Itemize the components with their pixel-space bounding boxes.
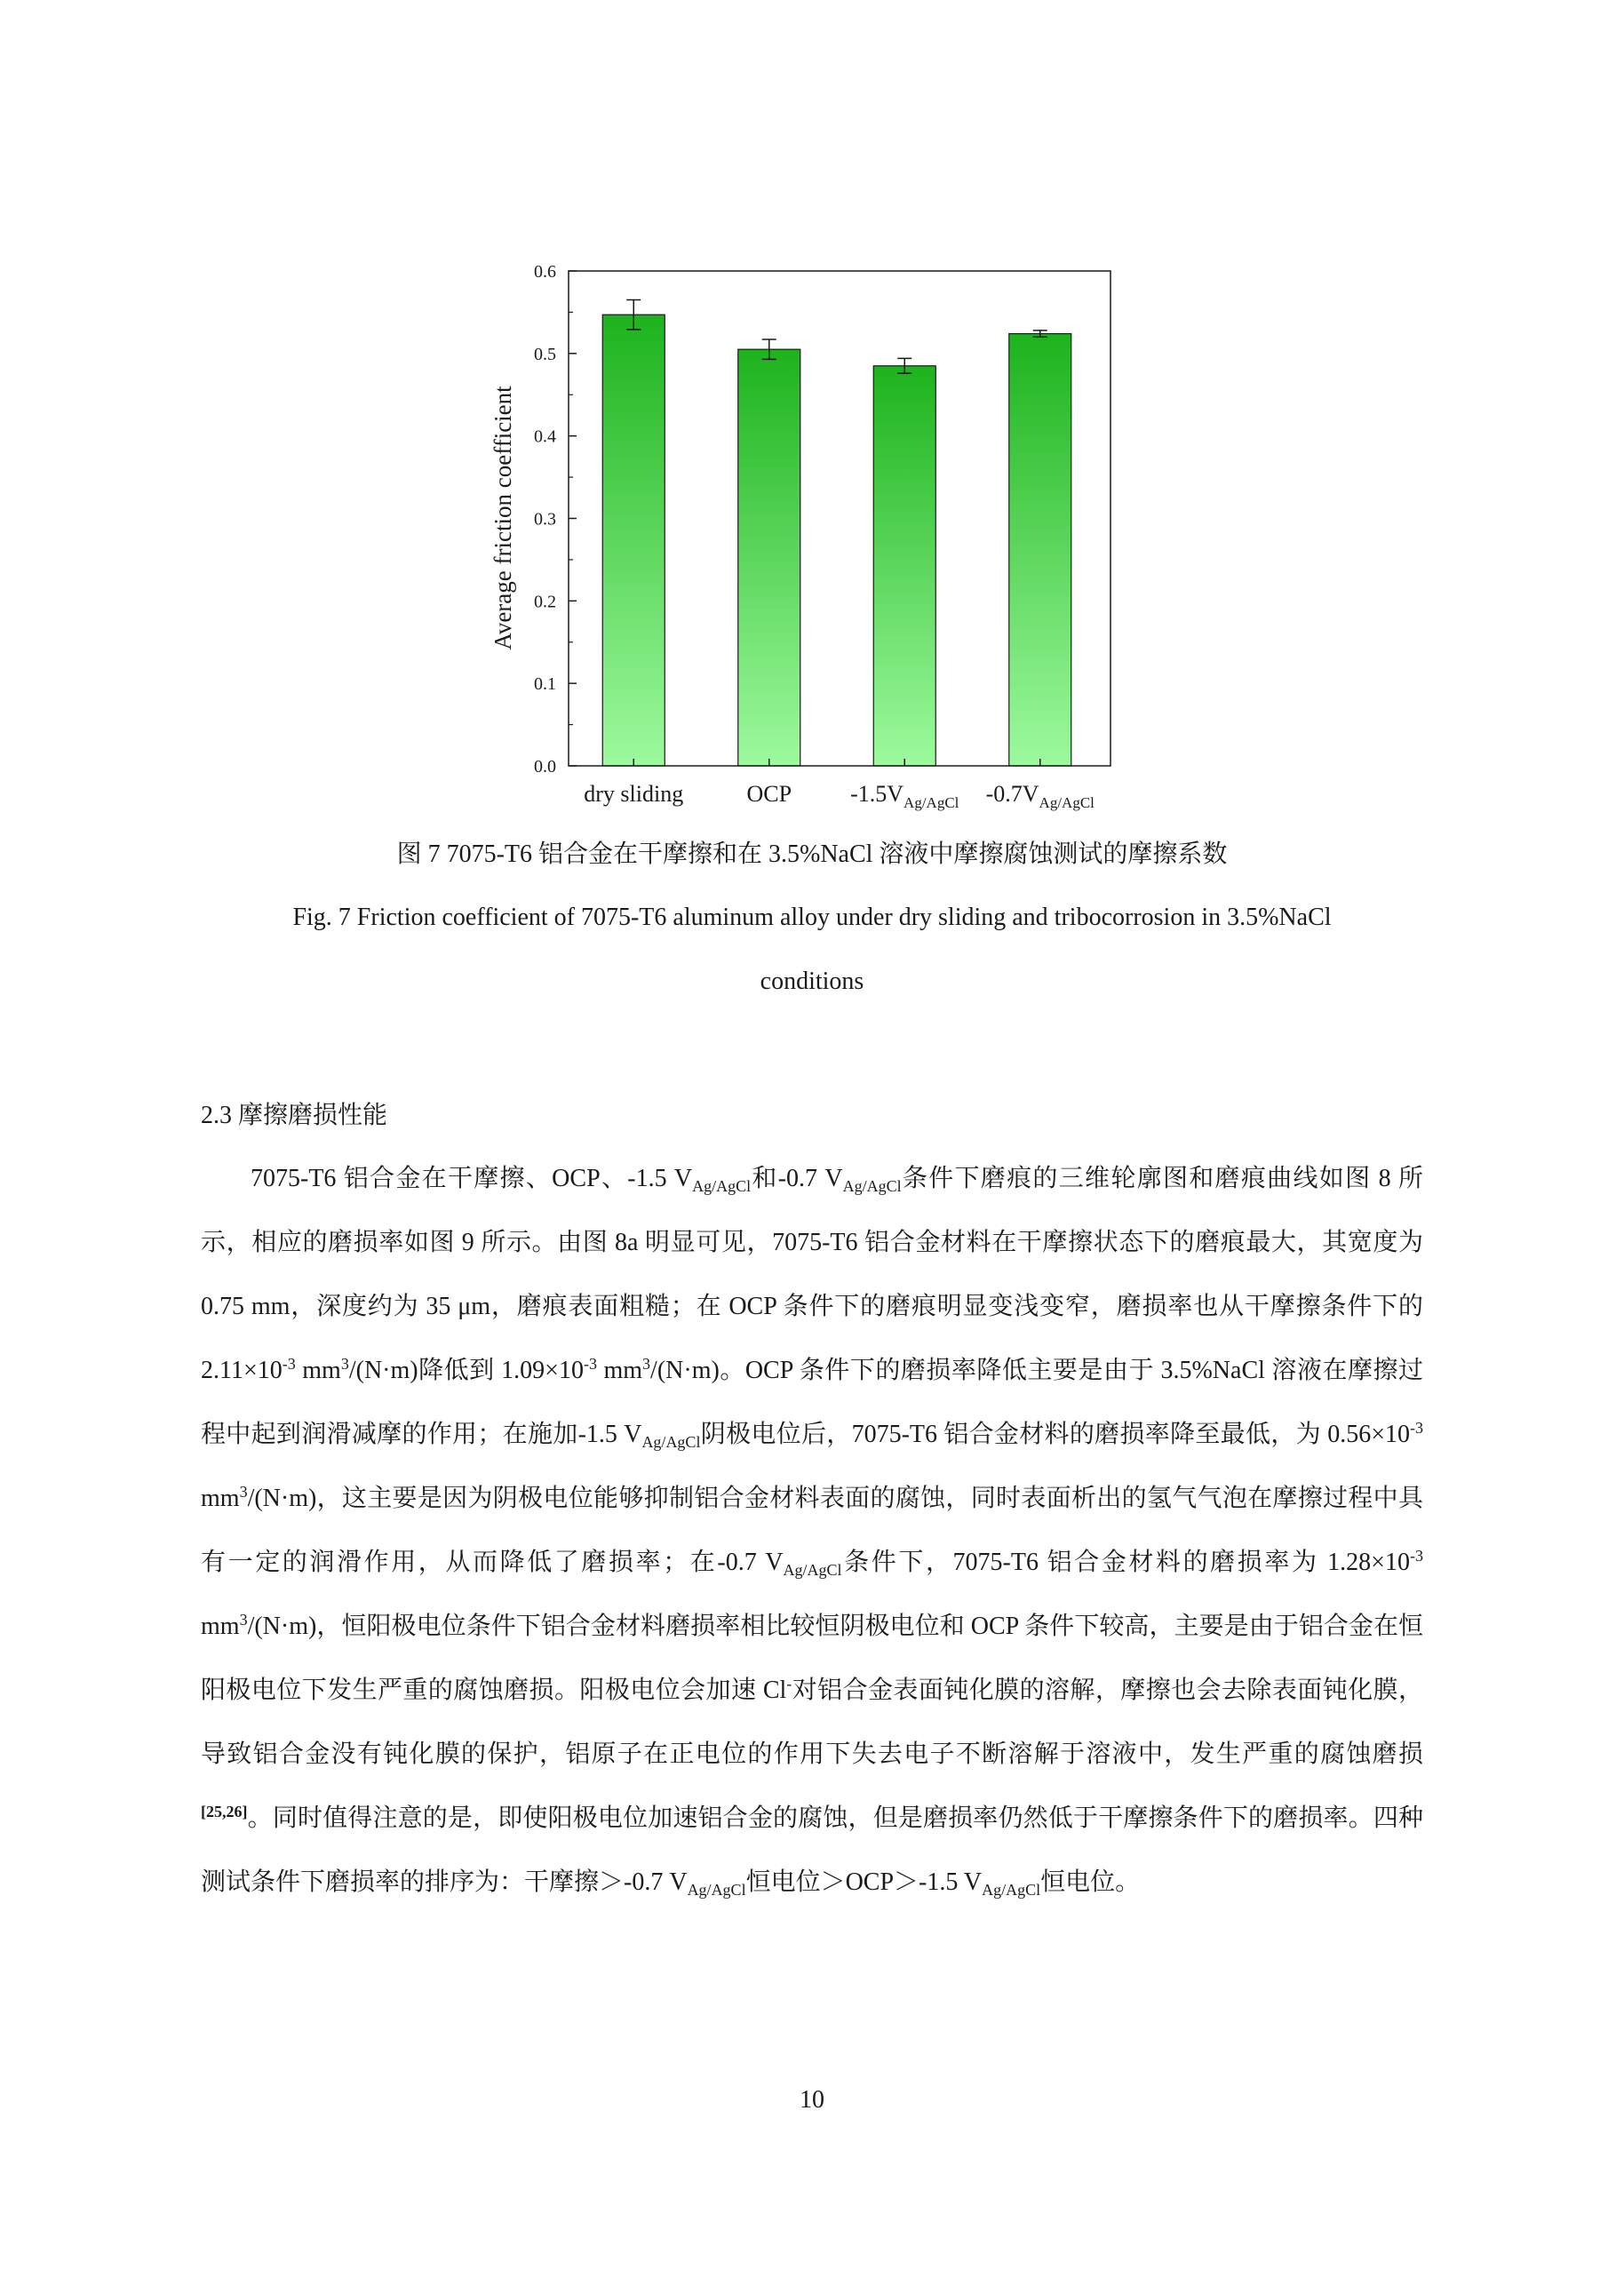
y-tick-label-4: 0.4 [534, 426, 556, 447]
figure-caption-en-line2: conditions [760, 968, 864, 995]
y-tick-label-1: 0.1 [534, 674, 556, 695]
figure-caption-en-line1: Fig. 7 Friction coefficient of 7075-T6 aluminum alloy under dry sliding and tribocorrosion in 3.5%NaCl [292, 904, 1332, 931]
x-tick-label-3: $-0.7V_{Ag/AgCl}$ [985, 781, 1095, 811]
y-tick-label-2: 0.2 [534, 592, 556, 612]
x-tick-label-2: $-1.5V_{Ag/AgCl}$ [850, 781, 959, 811]
bar-3 [1009, 334, 1071, 766]
body-paragraph: 7075-T6 铝合金在干摩擦、OCP、-1.5 $V_{Ag/AgCl}$和-0.7 $V_{Ag/AgCl}$条件下磨痕的三维轮廓图和磨痕曲线如图 8 所示，相应的磨损率如图 9 所示。由图 8a 明显可见，7075-T6 铝合金材料在干摩擦状态下的磨痕最大，其宽度为 0.75 mm，深度约为 35 μm，磨痕表面粗糙；在 OCP 条件下的磨痕明显变浅变窄，磨损率也从干摩擦条件下的 $2.11\times 10^{-3}$ $mm^3/(N\cdot m)$降低到 $1.09\times 10^{-3}$ $mm^3/(N\cdot m)$。OCP 条件下的磨损率降低主要是由于 3.5%NaCl 溶液在摩擦过程中起到润滑减摩的作用；在施加-1.5 $V_{Ag/AgCl}$阴极电位后，7075-T6 铝合金材料的磨损率降至最低，为 $0.56\times 10^{-3}$ $mm^3/(N\cdot m)$，这主要是因为阴极电位能够抑制铝合金材料表面的腐蚀，同时表面析出的氢气气泡在摩擦过程中具有一定的润滑作用，从而降低了磨损率；在-0.7 $V_{Ag/AgCl}$条件下，7075-T6 铝合金材料的磨损率为 $1.28\times 10^{-3}$ $mm^3/(N\cdot m)$，恒阳极电位条件下铝合金材料磨损率相比较恒阴极电位和 OCP 条件下较高，主要是由于铝合金在恒阳极电位下发生严重的腐蚀磨损。阳极电位会加速 Cl-对铝合金表面钝化膜的溶解，摩擦也会去除表面钝化膜，导致铝合金没有钝化膜的保护，铝原子在正电位的作用下失去电子不断溶解于溶液中，发生严重的腐蚀磨损[25,26]。同时值得注意的是，即使阳极电位加速铝合金的腐蚀，但是磨损率仍然低于干摩擦条件下的磨损率。四种测试条件下磨损率的排序为：干摩擦＞-0.7 $V_{Ag/AgCl}$恒电位＞OCP＞-1.5 $V_{Ag/AgCl}$恒电位。 [201, 1165, 1423, 1899]
y-tick-label-6: 0.6 [534, 262, 556, 282]
y-tick-label-3: 0.3 [534, 509, 556, 530]
x-tick-subscript-3: Ag/AgCl [1039, 794, 1095, 811]
bar-2 [873, 366, 935, 766]
page-number: 10 [800, 2086, 824, 2114]
section-heading: 2.3 摩擦磨损性能 [201, 1102, 388, 1129]
bar-1 [738, 349, 800, 766]
x-tick-label-1: OCP [746, 781, 792, 807]
bar-0 [602, 315, 665, 766]
y-axis-label: Average friction coefficient [490, 386, 516, 650]
x-tick-label-0: dry sliding [584, 781, 684, 807]
x-tick-subscript-2: Ag/AgCl [904, 794, 959, 811]
figure-caption-zh: 图 7 7075-T6 铝合金在干摩擦和在 3.5%NaCl 溶液中摩擦腐蚀测试的摩擦系数 [396, 840, 1228, 868]
friction-coefficient-bar-chart [480, 253, 1155, 822]
y-tick-label-5: 0.5 [534, 344, 556, 364]
y-tick-label-0: 0.0 [534, 757, 556, 777]
